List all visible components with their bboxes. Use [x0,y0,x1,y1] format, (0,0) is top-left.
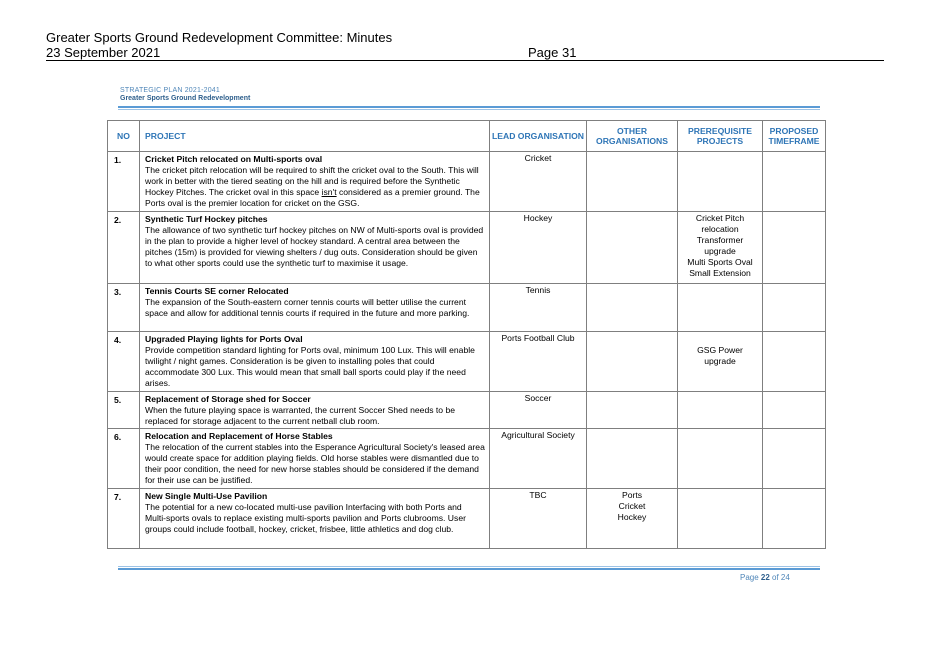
plan-page-footer [740,573,790,582]
header-project: PROJECT [140,121,490,152]
prereq-line: GSG Power [697,345,743,355]
lead-organisation: TBC [490,489,587,549]
project-title: Synthetic Turf Hockey pitches [145,214,268,224]
other-organisations [587,429,678,489]
other-organisations [587,284,678,332]
project-desc: Provide competition standard lighting for Ports oval, minimum 100 Lux. This will enable twilight / night games. Consideration is be given to installing poles that could accommodate 300 Lux. This would mean that small ball sports could play if the need arises. [145,345,475,388]
project-desc: The expansion of the South-eastern corner tennis courts will better utilise the current space and allow for additional tennis courts if required in the future and more parking. [145,297,470,318]
lead-organisation: Ports Football Club [490,332,587,392]
header-lead: LEAD ORGANISATION [490,121,587,152]
project-cell [140,489,490,549]
table-row [108,152,826,212]
prerequisite-projects [678,489,763,549]
project-desc: The relocation of the current stables into the Esperance Agricultural Society's leased area would create space for addition playing fields. Old horse stables were dismantled due to their poor condition, the need for new horse stables should be considered if the demand for their use can be justified. [145,442,485,485]
prerequisite-projects [678,152,763,212]
other-organisations [587,212,678,284]
project-title: New Single Multi-Use Pavilion [145,491,268,501]
project-title: Cricket Pitch relocated on Multi-sports oval [145,154,323,164]
header-other: OTHER ORGANISATIONS [587,121,678,152]
plan-header-rule-thin [118,109,820,110]
row-number: 1. [108,152,140,212]
other-organisations [587,152,678,212]
footer-page-prefix: Page [740,573,761,582]
header-divider [46,60,884,61]
table-row [108,489,826,549]
project-cell [140,212,490,284]
proposed-timeframe [763,429,826,489]
project-desc-underlined: isn't [321,187,337,197]
prereq-line: Transformer [696,235,744,245]
project-cell [140,152,490,212]
prerequisite-projects [678,429,763,489]
table-header-row [108,121,826,152]
project-cell [140,429,490,489]
minutes-page-number: Page 31 [528,45,577,60]
project-desc-part: The cricket pitch relocation will be required to shift the cricket oval to the South. This will work in better with the tiered seating on the hill and is required before the Synthetic Hockey Pitches. The cricket oval in this space [145,165,479,197]
row-number: 2. [108,212,140,284]
proposed-timeframe [763,152,826,212]
other-organisations [587,332,678,392]
table-row [108,332,826,392]
table-row [108,212,826,284]
plan-header-rule [118,106,820,108]
table-row [108,284,826,332]
table-row [108,392,826,429]
row-number: 7. [108,489,140,549]
header-prereq: PREREQUISITE PROJECTS [678,121,763,152]
project-title: Upgraded Playing lights for Ports Oval [145,334,303,344]
minutes-title: Greater Sports Ground Redevelopment Committee: Minutes [46,30,393,45]
prerequisite-projects [678,392,763,429]
proposed-timeframe [763,392,826,429]
meeting-date: 23 September 2021 [46,45,161,60]
lead-organisation: Agricultural Society [490,429,587,489]
plan-footer-rule-thin [118,566,820,567]
project-desc: The allowance of two synthetic turf hockey pitches on NW of Multi-sports oval is provided in the plan to provide a higher level of hockey standard. A central area between the pitches (15m) is provided for viewing shelters / dug outs. Consideration should be given to what other sports could use the synthetic turf to maximise it usage. [145,225,484,268]
proposed-timeframe [763,489,826,549]
plan-footer-rule [118,568,820,570]
project-cell [140,332,490,392]
footer-page-current: 22 [760,573,770,582]
project-desc-part: considered as a premier ground. The Ports oval is the premier location for cricket on the GSG. [145,187,480,208]
project-desc [145,165,480,208]
project-title: Relocation and Replacement of Horse Stables [145,431,333,441]
proposed-timeframe [763,332,826,392]
project-desc: When the future playing space is warranted, the current Soccer Shed needs to be replaced for storage adjacent to the current netball club room. [145,405,456,426]
other-org-line: Hockey [617,512,647,522]
prereq-line: relocation [701,224,739,234]
project-cell [140,392,490,429]
other-org-line: Ports [621,490,643,500]
prerequisite-projects [678,284,763,332]
project-title: Tennis Courts SE corner Relocated [145,286,289,296]
proposed-timeframe [763,212,826,284]
footer-page-suffix: of 24 [769,573,790,582]
other-organisations [587,489,678,549]
lead-organisation: Cricket [490,152,587,212]
prerequisite-projects [678,332,763,392]
prereq-line: Small Extension [689,268,751,278]
prereq-line: upgrade [704,246,736,256]
prereq-line: upgrade [704,356,736,366]
row-number: 6. [108,429,140,489]
prereq-line: Multi Sports Oval [687,257,753,267]
row-number: 4. [108,332,140,392]
row-number: 5. [108,392,140,429]
project-title: Replacement of Storage shed for Soccer [145,394,311,404]
header-timeframe: PROPOSED TIMEFRAME [763,121,826,152]
lead-organisation: Tennis [490,284,587,332]
projects-table [107,120,826,549]
lead-organisation: Hockey [490,212,587,284]
prerequisite-projects [678,212,763,284]
proposed-timeframe [763,284,826,332]
table-row [108,429,826,489]
plan-subtitle: Greater Sports Ground Redevelopment [120,95,251,102]
project-cell [140,284,490,332]
prereq-line: Cricket Pitch [695,213,745,223]
header-no: NO [108,121,140,152]
lead-organisation: Soccer [490,392,587,429]
row-number: 3. [108,284,140,332]
project-desc: The potential for a new co-located multi-use pavilion Interfacing with both Ports and Multi-sports ovals to replace existing multi-sports pavilion and Ports clubrooms. User groups could include football, hockey, cricket, frisbee, little athletics and dog club. [145,502,466,534]
plan-title: STRATEGIC PLAN 2021-2041 [120,87,220,94]
other-organisations [587,392,678,429]
other-org-line: Cricket [618,501,646,511]
